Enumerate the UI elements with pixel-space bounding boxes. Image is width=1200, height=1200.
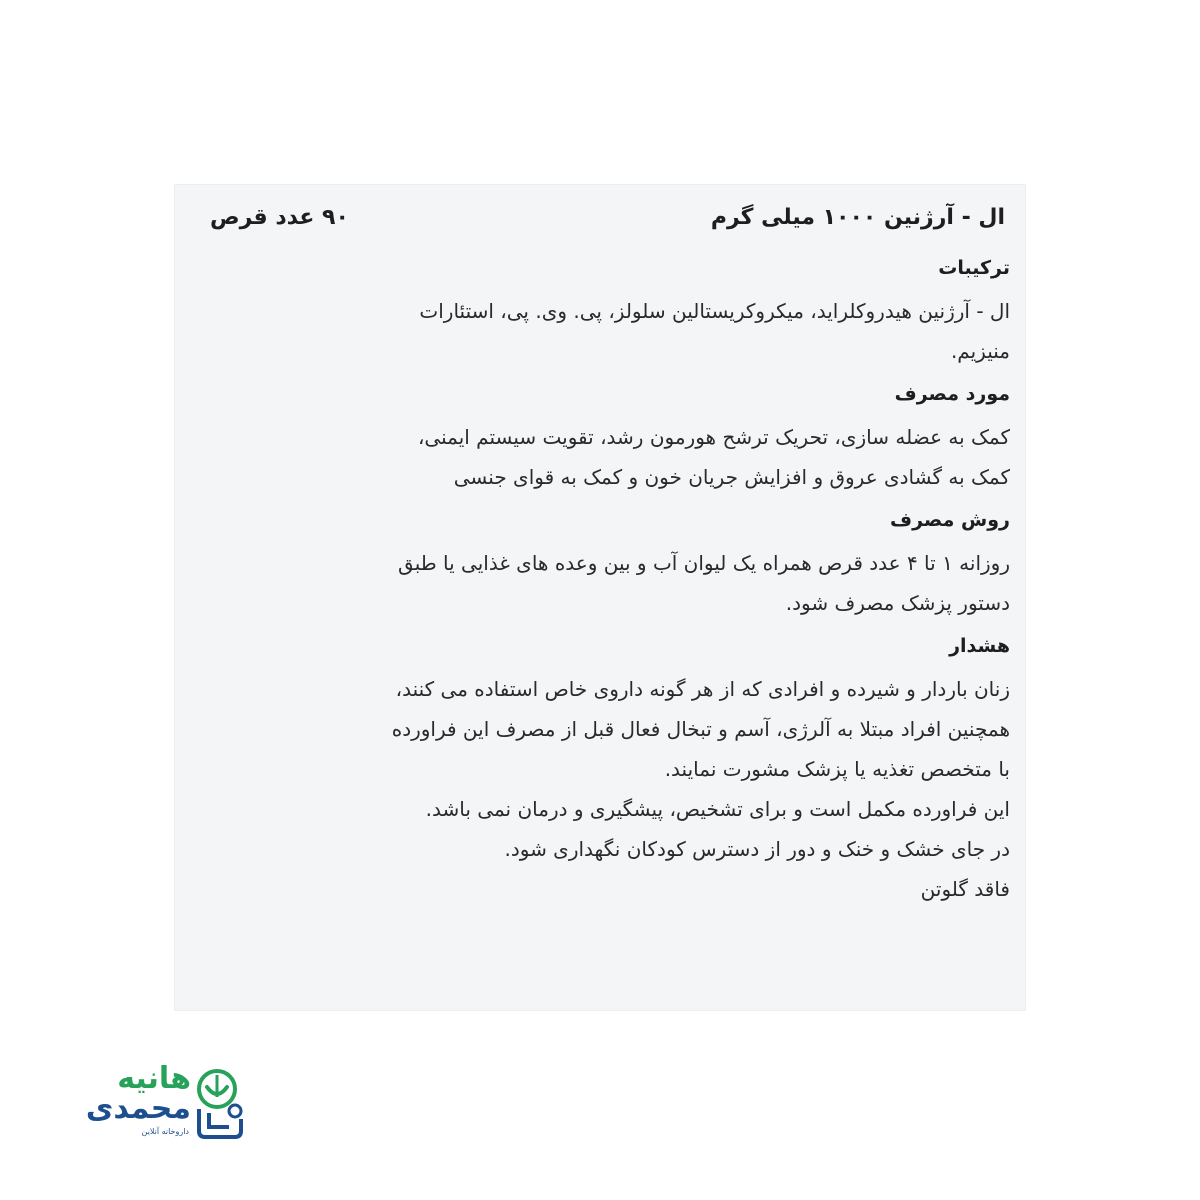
brand-tagline: داروخانه آنلاین: [141, 1127, 189, 1136]
section-heading: روش مصرف: [890, 509, 1010, 531]
text-line: ال - آرژنین هیدروکلراید، میکروکریستالین سلولز، پی. وی. پی، استئارات: [419, 299, 1010, 323]
section-dosage: [195, 501, 1010, 623]
section-heading: هشدار: [949, 635, 1010, 657]
section-warning: [195, 627, 1010, 909]
product-title: ال - آرژنین ۱۰۰۰ میلی گرم: [710, 205, 1005, 230]
section-heading: ترکیبات: [938, 257, 1010, 279]
section-body: [195, 543, 1010, 623]
label-header: [195, 205, 1010, 249]
section-ingredients: [195, 249, 1010, 371]
section-heading: مورد مصرف: [894, 383, 1010, 405]
text-line: روزانه ۱ تا ۴ عدد قرص همراه یک لیوان آب و بین وعده های غذایی یا طبق: [398, 551, 1010, 575]
text-line: همچنین افراد مبتلا به آلرژی، آسم و تبخال فعال قبل از مصرف این فراورده: [391, 717, 1010, 741]
text-line: زنان باردار و شیرده و افرادی که از هر گونه داروی خاص استفاده می کنند،: [395, 677, 1010, 701]
label-text: [195, 205, 1010, 913]
text-line: منیزیم.: [950, 339, 1010, 363]
text-line: کمک به گشادی عروق و افزایش جریان خون و کمک به قوای جنسی: [453, 465, 1010, 489]
text-line: این فراورده مکمل است و برای تشخیص، پیشگیری و درمان نمی باشد.: [425, 797, 1010, 821]
brand-logo: [55, 1061, 255, 1140]
text-line: در جای خشک و خنک و دور از دسترس کودکان نگهداری شود.: [504, 837, 1010, 861]
tablet-count: ۹۰ عدد قرص: [210, 205, 349, 230]
pharmacy-mortar-logo-icon: [195, 1067, 255, 1139]
section-body: [195, 669, 1010, 909]
section-body: [195, 291, 1010, 371]
section-body: [195, 417, 1010, 497]
section-usage: [195, 375, 1010, 497]
text-line: با متخصص تغذیه یا پزشک مشورت نمایند.: [664, 757, 1010, 781]
brand-name-last: محمدی: [85, 1091, 191, 1126]
text-line: فاقد گلوتن: [920, 877, 1010, 901]
brand-name-first: هانیه: [117, 1061, 191, 1096]
text-line: دستور پزشک مصرف شود.: [785, 591, 1010, 615]
text-line: کمک به عضله سازی، تحریک ترشح هورمون رشد، تقویت سیستم ایمنی،: [417, 425, 1010, 449]
